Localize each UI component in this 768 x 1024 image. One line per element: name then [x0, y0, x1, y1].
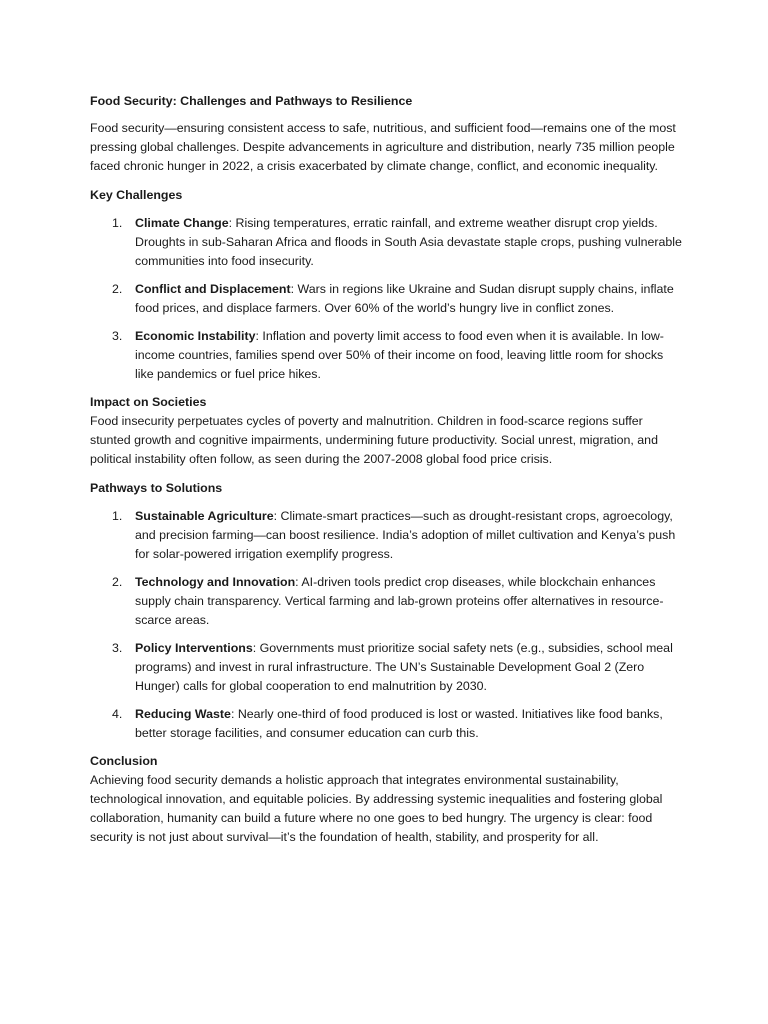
list-item: [90, 507, 682, 564]
document-page: [90, 92, 682, 857]
list-number: 1.: [112, 216, 123, 230]
list-term: Reducing Waste: [135, 707, 231, 721]
list-number: 1.: [112, 509, 123, 523]
document-title: Food Security: Challenges and Pathways to Resilience: [90, 94, 413, 108]
list-term: Conflict and Displacement: [135, 282, 291, 296]
section-heading-challenges: Key Challenges: [90, 188, 183, 202]
challenges-list: [90, 214, 682, 384]
list-term: Economic Instability: [135, 329, 256, 343]
list-term: Sustainable Agriculture: [135, 509, 274, 523]
list-item: [90, 573, 682, 630]
list-text: : Wars in regions like Ukraine and Sudan disrupt supply chains, inflate food prices, and displace farmers. Over 60% of the world’s hungry live in conflict zones.: [135, 282, 674, 315]
list-item: [90, 705, 682, 743]
intro-paragraph: Food security—ensuring consistent access to safe, nutritious, and sufficient food—remains one of the most pressing global challenges. Despite advancements in agriculture and distribution, nearly 735 million people faced chronic hunger in 2022, a crisis exacerbated by climate change, conflict, and economic inequality.: [90, 121, 676, 173]
list-item: [90, 327, 682, 384]
list-text: : Climate-smart practices—such as drought-resistant crops, agroecology, and precision farming—can boost resilience. India’s adoption of millet cultivation and Kenya’s push for solar-powered irrigation exemplify progress.: [135, 509, 676, 561]
list-number: 3.: [112, 641, 123, 655]
list-number: 2.: [112, 575, 123, 589]
list-item: [90, 214, 682, 271]
section-heading-solutions: Pathways to Solutions: [90, 481, 223, 495]
list-text: : Nearly one-third of food produced is lost or wasted. Initiatives like food banks, better storage facilities, and consumer education can curb this.: [135, 707, 663, 740]
list-term: Technology and Innovation: [135, 575, 296, 589]
solutions-list: [90, 507, 682, 743]
list-item: [90, 280, 682, 318]
list-term: Climate Change: [135, 216, 229, 230]
list-text: : Governments must prioritize social safety nets (e.g., subsidies, school meal programs) and invest in rural infrastructure. The UN’s Sustainable Development Goal 2 (Zero Hunger) calls for global cooperation to end malnutrition by 2030.: [135, 641, 673, 693]
list-text: : Rising temperatures, erratic rainfall, and extreme weather disrupt crop yields. Droughts in sub-Saharan Africa and floods in South Asia devastate staple crops, pushing vulnerable communities into food insecurity.: [135, 216, 682, 268]
conclusion-paragraph: Achieving food security demands a holistic approach that integrates environmental sustainability, technological innovation, and equitable policies. By addressing systemic inequalities and fostering global collaboration, humanity can build a future where no one goes to bed hungry. The urgency is clear: food security is not just about survival—it’s the foundation of health, stability, and prosperity for all.: [90, 773, 663, 844]
list-number: 4.: [112, 707, 123, 721]
impact-paragraph: Food insecurity perpetuates cycles of poverty and malnutrition. Children in food-scarce regions suffer stunted growth and cognitive impairments, undermining future productivity. Social unrest, migration, and political instability often follow, as seen during the 2007-2008 global food price crisis.: [90, 414, 658, 466]
section-heading-impact: Impact on Societies: [90, 395, 207, 409]
list-term: Policy Interventions: [135, 641, 253, 655]
conclusion-section: [90, 752, 682, 847]
impact-section: [90, 393, 682, 469]
section-heading-conclusion: Conclusion: [90, 754, 158, 768]
list-item: [90, 639, 682, 696]
list-number: 3.: [112, 329, 123, 343]
list-text: : Inflation and poverty limit access to food even when it is available. In low-income countries, families spend over 50% of their income on food, leaving little room for shocks like pandemics or fuel price hikes.: [135, 329, 664, 381]
list-number: 2.: [112, 282, 123, 296]
list-text: : AI-driven tools predict crop diseases, while blockchain enhances supply chain transparency. Vertical farming and lab-grown proteins offer alternatives in resource-scarce areas.: [135, 575, 664, 627]
